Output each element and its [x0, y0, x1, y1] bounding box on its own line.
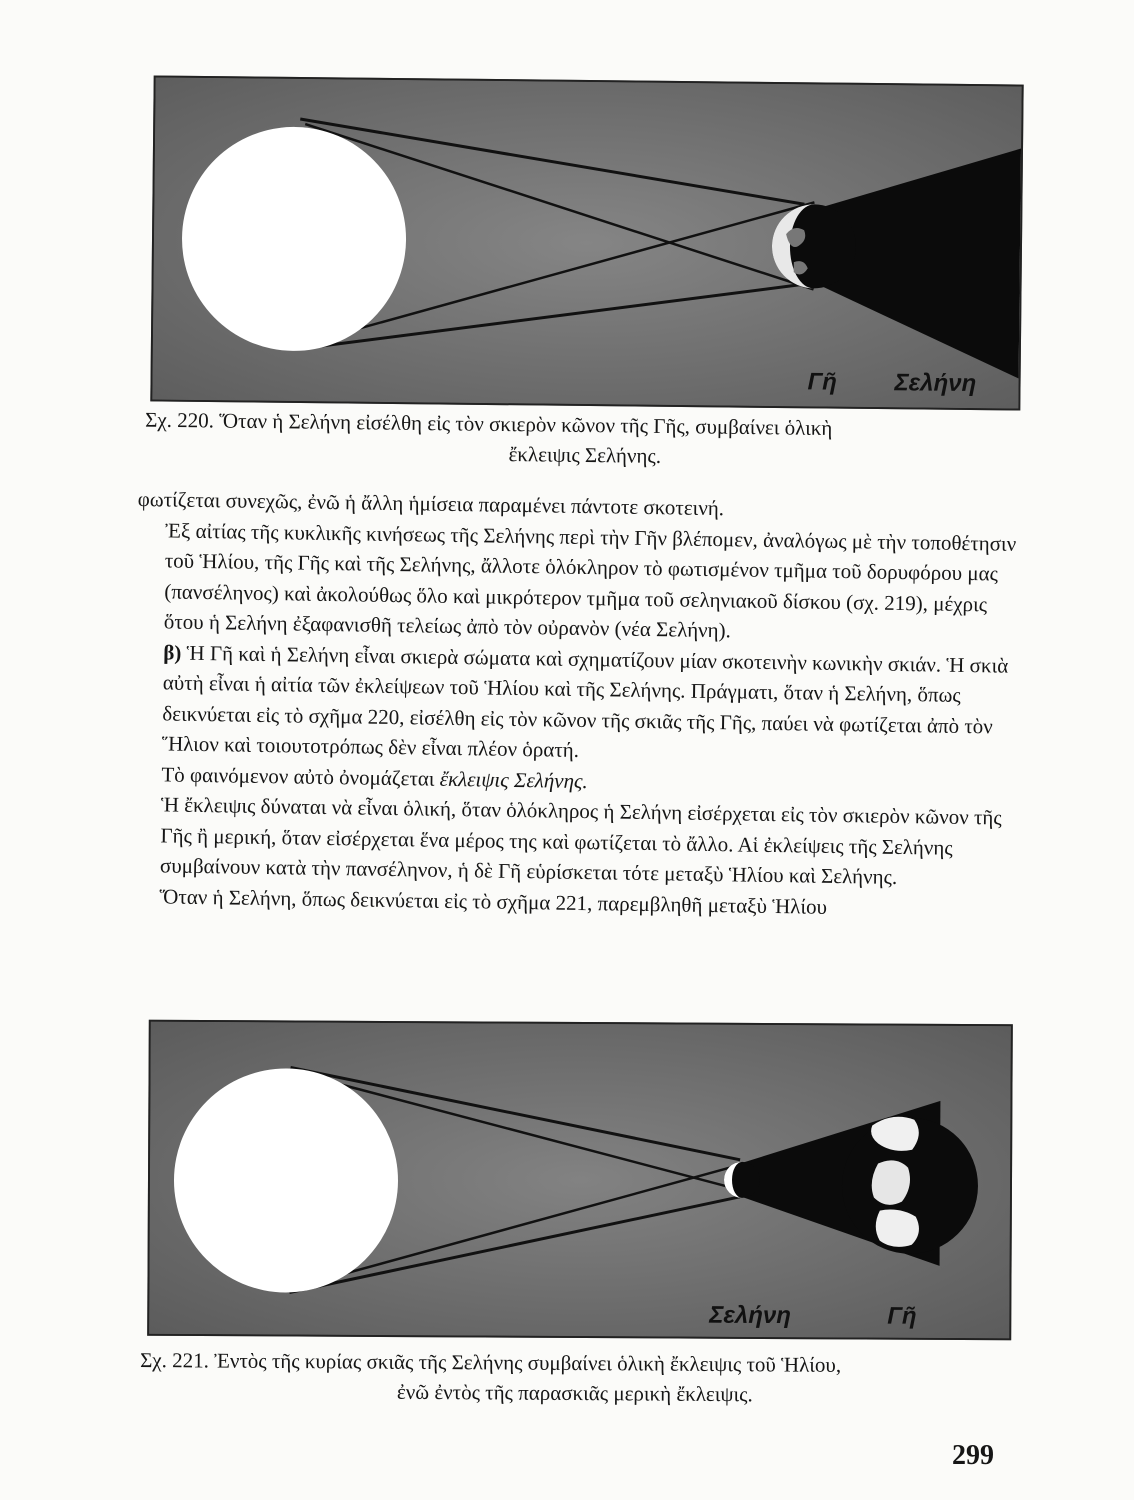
body-text	[131, 484, 1018, 925]
figure-220-caption	[145, 405, 1026, 476]
label-moon: Σελήνη	[709, 1301, 792, 1330]
term-lunar-eclipse: ἔκλειψις Σελήνης.	[439, 766, 588, 793]
continent-shape	[876, 1209, 919, 1247]
figure-221-caption	[140, 1345, 1010, 1411]
caption-line	[140, 1345, 1010, 1381]
caption-text: Ὅταν ἡ Σελήνη εἰσέλθη εἰς τὸν σκιερὸν κῶνον τῆς Γῆς, συμβαίνει ὁλικὴ	[219, 408, 833, 441]
paragraph-3	[134, 636, 1016, 772]
paragraph-1: φωτίζεται συνεχῶς, ἐνῶ ἡ ἄλλη ἡμίσεια παραμένει πάντοτε σκοτεινή.	[137, 486, 725, 521]
caption-text-continued: ἐνῶ ἐντὸς τῆς παρασκιᾶς μερικὴ ἔκλειψις.	[396, 1379, 753, 1407]
caption-prefix: Σχ. 220.	[145, 407, 215, 433]
paragraph-5: Ἡ ἔκλειψις δύναται νὰ εἶναι ὁλική, ὅταν ὁλόκληρος ἡ Σελήνη εἰσέρχεται εἰς τὸν σκιερὸν κῶνον τῆς Γῆς ἢ μερική, ὅταν εἰσέρχεται ἕνα μέρος της καὶ φωτίζεται τὸ ἄλλο. Αἱ ἐκλείψεις τῆς Σελήνης συμβαίνουν κατὰ τὴν πανσέληνον, ἡ δὲ Γῆ εὑρίσκεται τότε μεταξὺ Ἡλίου καὶ Σελήνης.	[159, 792, 1002, 889]
lunar-eclipse-diagram	[152, 77, 1021, 408]
page-number: 299	[952, 1440, 994, 1471]
paragraph-2: Ἐξ αἰτίας τῆς κυκλικῆς κινήσεως τῆς Σελήνης περὶ τὴν Γῆν βλέπομεν, ἀναλόγως μὲ τὴν τοποθέτησιν τοῦ Ἡλίου, τῆς Γῆς καὶ τῆς Σελήνης, ἄλλοτε ὁλόκληρον τὸ φωτισμένον τμῆμα τοῦ δορυφόρου μας (πανσέληνος) καὶ ἀκολούθως ὅλο καὶ μικρότερον τμῆμα τοῦ σεληνιακοῦ δίσκου (σχ. 219), μέχρις ὅτου ἡ Σελήνη ἐξαφανισθῆ τελείως ἀπὸ τὸν οὐρανὸν (νέα Σελήνη).	[163, 517, 1017, 643]
caption-text-continued: ἔκλειψις Σελήνης.	[508, 442, 662, 468]
solar-eclipse-diagram	[149, 1022, 1011, 1338]
paragraph-4-text: Τὸ φαινόμενον αὐτὸ ὀνομάζεται	[161, 761, 435, 791]
section-marker: β)	[163, 639, 182, 665]
caption-text: Ἐντὸς τῆς κυρίας σκιᾶς τῆς Σελήνης συμβαίνει ὁλικὴ ἔκλειψις τοῦ Ἡλίου,	[214, 1348, 842, 1377]
caption-prefix: Σχ. 221.	[140, 1347, 209, 1373]
label-earth: Γῆ	[807, 368, 837, 396]
paragraph-3-text: Ἡ Γῆ καὶ ἡ Σελήνη εἶναι σκιερὰ σώματα καὶ σχηματίζουν μίαν σκοτεινὴν κωνικὴν σκιάν. Ἡ σκιὰ αὐτὴ εἶναι ἡ αἰτία τῶν ἐκλείψεων τοῦ Ἡλίου καὶ τῆς Σελήνης. Πράγματι, ὅταν ἡ Σελήνη, ὅπως δεικνύεται εἰς τὸ σχῆμα 220, εἰσέλθη εἰς τὸν κῶνον τῆς σκιᾶς τῆς Γῆς, παύει νὰ φωτίζεται ἀπὸ τὸν Ἥλιον καὶ τοιουτοτρόπως δὲν εἶναι πλέον ὁρατή.	[161, 640, 1009, 762]
label-moon: Σελήνη	[894, 369, 977, 398]
sun-disc	[173, 1068, 398, 1293]
figure-220-lunar-eclipse	[150, 75, 1023, 410]
label-earth: Γῆ	[887, 1302, 917, 1330]
paragraph-6: Ὅταν ἡ Σελήνη, ὅπως δεικνύεται εἰς τὸ σχῆμα 221, παρεμβληθῆ μεταξὺ Ἡλίου	[159, 883, 828, 919]
figure-221-solar-eclipse	[147, 1020, 1013, 1341]
